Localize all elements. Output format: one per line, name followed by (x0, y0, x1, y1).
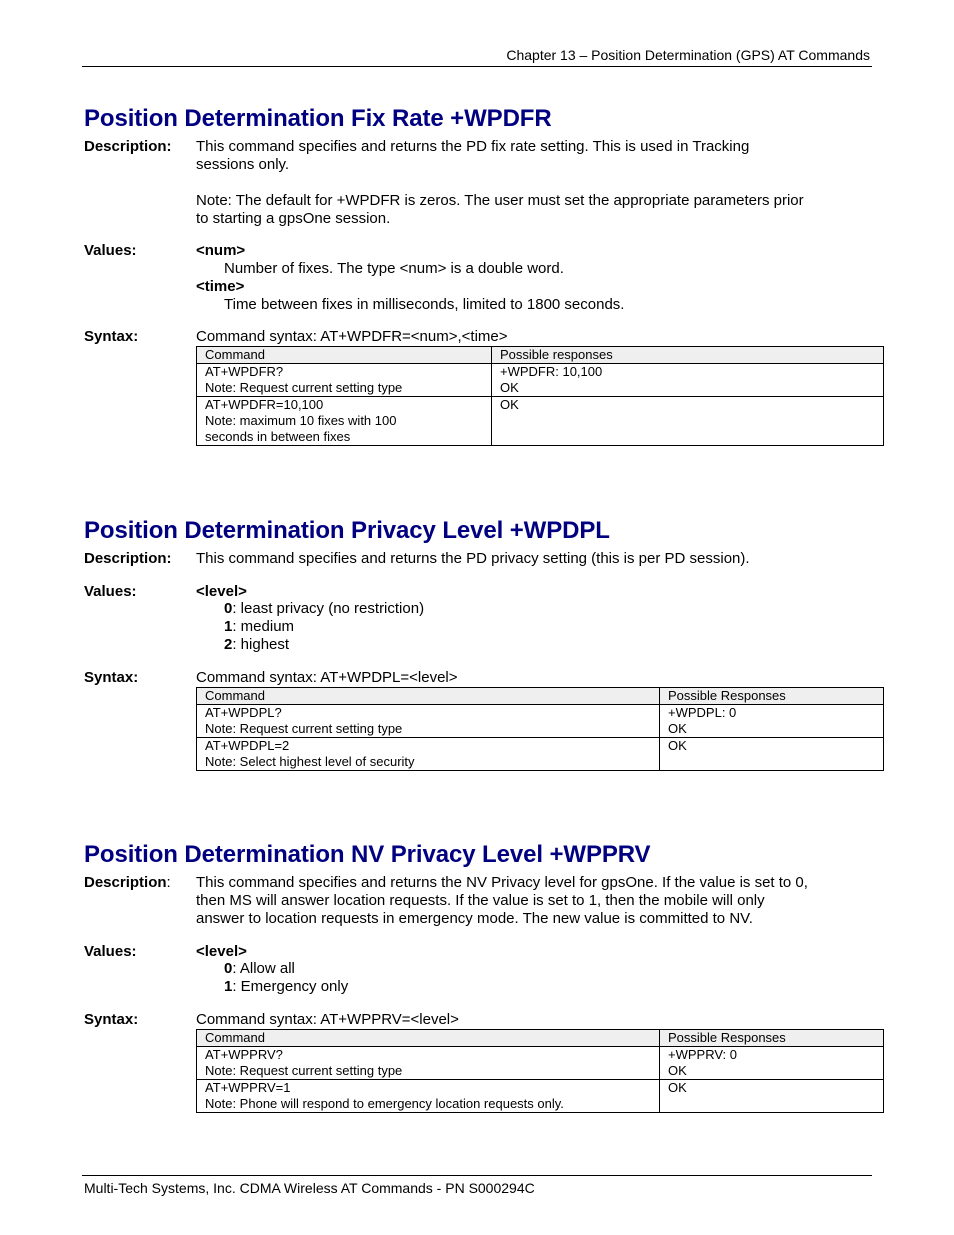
column-header: Command (197, 347, 492, 364)
column-header: Possible Responses (660, 1030, 884, 1047)
description-text: This command specifies and returns the PD privacy setting (this is per PD session). (196, 550, 750, 567)
page-header (82, 46, 872, 67)
note-text: Note: The default for +WPDFR is zeros. The user must set the appropriate parameters prior to starting a gpsOne session. (196, 192, 804, 227)
chapter-title: Chapter 13 – Position Determination (GPS) AT Commands (506, 47, 870, 63)
table-header-row (197, 1030, 884, 1047)
values-label: Values: (84, 583, 137, 600)
section-title-wpdfr: Position Determination Fix Rate +WPDFR (84, 105, 552, 132)
syntax-label: Syntax: (84, 328, 139, 345)
value-item: 1: Emergency only (224, 978, 349, 995)
table-header-row (197, 688, 884, 705)
syntax-text: Command syntax: AT+WPDPL=<level> (196, 669, 458, 686)
table-row (197, 738, 884, 771)
command-table-wpprv (196, 1029, 884, 1113)
syntax-label: Syntax: (84, 1011, 139, 1028)
column-header: Command (197, 1030, 660, 1047)
command-table-wpdpl (196, 687, 884, 771)
command-cell: AT+WPDPL? Note: Request current setting type (197, 705, 660, 738)
value-item: 2: highest (224, 636, 290, 653)
command-cell: AT+WPPRV? Note: Request current setting type (197, 1047, 660, 1080)
value-item: 0: Allow all (224, 960, 295, 977)
command-table-wpdfr (196, 346, 884, 446)
param-num: <num> (196, 242, 246, 259)
response-cell: +WPPRV: 0 OK (660, 1047, 884, 1080)
syntax-text: Command syntax: AT+WPDFR=<num>,<time> (196, 328, 508, 345)
table-header-row (197, 347, 884, 364)
param-time-desc: Time between fixes in milliseconds, limited to 1800 seconds. (224, 296, 625, 313)
section-title-wpprv: Position Determination NV Privacy Level +WPPRV (84, 841, 651, 868)
table-row (197, 397, 884, 446)
value-item: 1: medium (224, 618, 295, 635)
param-time: <time> (196, 278, 245, 295)
param-level: <level> (196, 943, 247, 960)
column-header: Command (197, 688, 660, 705)
response-cell: OK (492, 397, 884, 446)
values-label: Values: (84, 242, 137, 259)
syntax-label: Syntax: (84, 669, 139, 686)
response-cell: +WPDFR: 10,100 OK (492, 364, 884, 397)
param-num-desc: Number of fixes. The type <num> is a double word. (224, 260, 564, 277)
command-cell: AT+WPDFR? Note: Request current setting type (197, 364, 492, 397)
command-cell: AT+WPPRV=1 Note: Phone will respond to emergency location requests only. (197, 1080, 660, 1113)
response-cell: OK (660, 1080, 884, 1113)
table-row (197, 1080, 884, 1113)
table-row (197, 705, 884, 738)
section-title-wpdpl: Position Determination Privacy Level +WPDPL (84, 517, 610, 544)
description-label: Description: (84, 550, 172, 567)
table-row (197, 1047, 884, 1080)
column-header: Possible responses (492, 347, 884, 364)
syntax-text: Command syntax: AT+WPPRV=<level> (196, 1011, 459, 1028)
response-cell: OK (660, 738, 884, 771)
values-label: Values: (84, 943, 137, 960)
page-footer (82, 1175, 872, 1196)
description-label: Description: (84, 138, 172, 155)
column-header: Possible Responses (660, 688, 884, 705)
description-text: This command specifies and returns the PD fix rate setting. This is used in Tracking sessions only. (196, 138, 750, 173)
description-label: Description: (84, 874, 171, 891)
command-cell: AT+WPDPL=2 Note: Select highest level of security (197, 738, 660, 771)
table-row (197, 364, 884, 397)
response-cell: +WPDPL: 0 OK (660, 705, 884, 738)
footer-text: Multi-Tech Systems, Inc. CDMA Wireless AT Commands - PN S000294C (84, 1180, 535, 1196)
value-item: 0: least privacy (no restriction) (224, 600, 425, 617)
param-level: <level> (196, 583, 247, 600)
description-text: This command specifies and returns the NV Privacy level for gpsOne. If the value is set to 0, then MS will answer location requests. If the value is set to 1, then the mobile will only answer to location requests in emergency mode. The new value is committed to NV. (196, 874, 808, 927)
command-cell: AT+WPDFR=10,100 Note: maximum 10 fixes with 100 seconds in between fixes (197, 397, 492, 446)
